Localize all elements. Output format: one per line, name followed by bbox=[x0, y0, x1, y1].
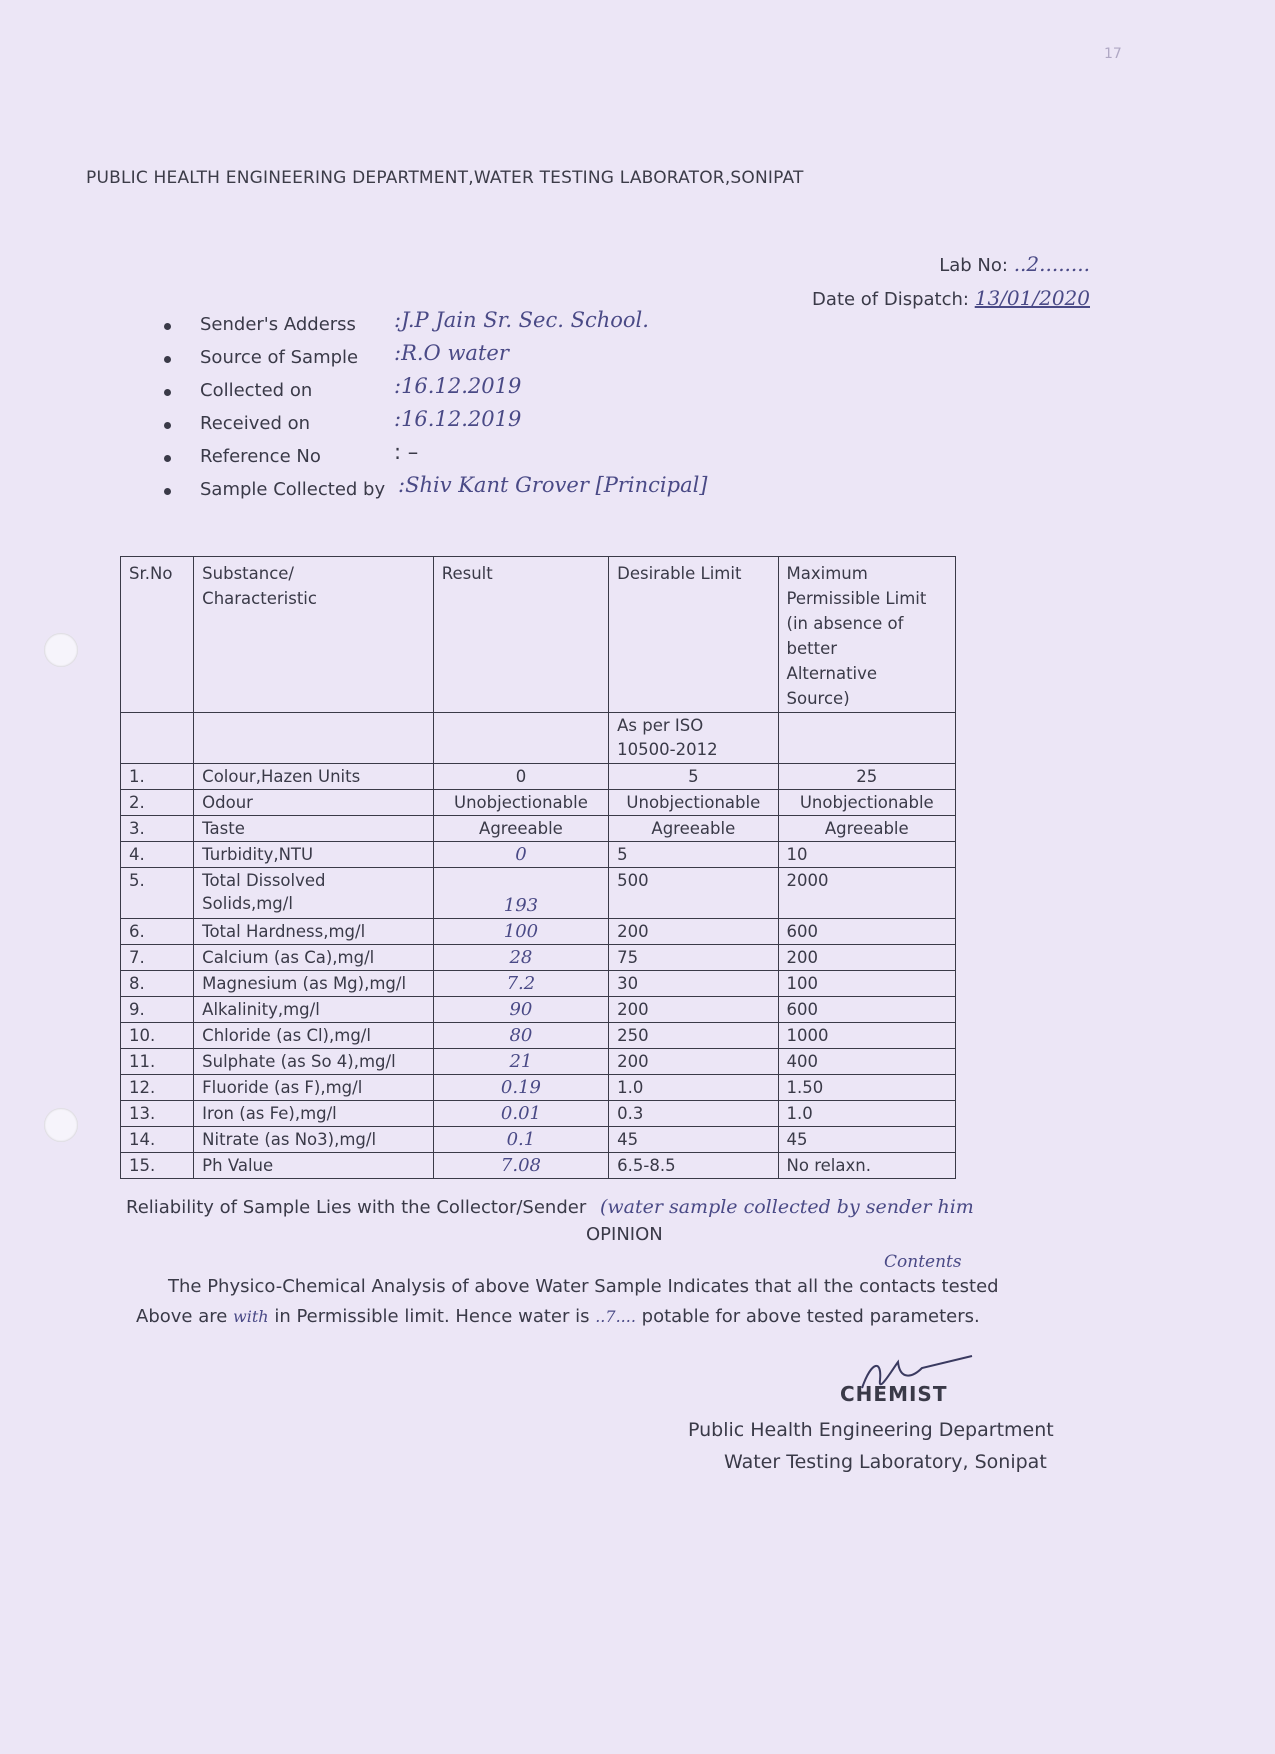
row-sr: 5. bbox=[121, 868, 194, 919]
row-result: 193 bbox=[433, 868, 608, 919]
row-max: 2000 bbox=[778, 868, 955, 919]
row-max: 200 bbox=[778, 945, 955, 971]
row-substance: Chloride (as Cl),mg/l bbox=[194, 1023, 434, 1049]
lab-details bbox=[794, 248, 1090, 316]
row-substance-line1: Total Dissolved bbox=[202, 871, 326, 890]
row-sr: 15. bbox=[121, 1153, 194, 1179]
row-sr: 12. bbox=[121, 1075, 194, 1101]
bullet-icon bbox=[164, 422, 171, 429]
row-max: 600 bbox=[778, 919, 955, 945]
header-substance-line2: Characteristic bbox=[202, 589, 317, 608]
row-desirable: 500 bbox=[609, 868, 778, 919]
stamp-line1: Public Health Engineering Department bbox=[688, 1419, 1054, 1441]
row-substance: Alkalinity,mg/l bbox=[194, 997, 434, 1023]
row-sr: 13. bbox=[121, 1101, 194, 1127]
table-row bbox=[121, 868, 956, 919]
bullet-icon bbox=[164, 323, 171, 330]
header-maximum-line2: Permissible Limit bbox=[786, 589, 927, 608]
statement-line2-handwritten: with bbox=[233, 1307, 269, 1326]
row-desirable: 75 bbox=[609, 945, 778, 971]
table-row bbox=[121, 945, 956, 971]
opinion-statement bbox=[136, 1272, 1056, 1332]
row-desirable: 0.3 bbox=[609, 1101, 778, 1127]
row-max: 1.0 bbox=[778, 1101, 955, 1127]
table-row bbox=[121, 816, 956, 842]
row-desirable: 5 bbox=[609, 764, 778, 790]
row-max: Unobjectionable bbox=[778, 790, 955, 816]
header-maximum-line5: Alternative bbox=[786, 664, 878, 683]
row-sr: 10. bbox=[121, 1023, 194, 1049]
table-row bbox=[121, 971, 956, 997]
reliability-text: Reliability of Sample Lies with the Collector/Sender bbox=[126, 1197, 587, 1218]
row-substance-line2: Solids,mg/l bbox=[202, 894, 293, 913]
row-substance: Sulphate (as So 4),mg/l bbox=[194, 1049, 434, 1075]
reliability-handwritten-note: (water sample collected by sender him bbox=[599, 1196, 974, 1218]
header-substance-line1: Substance/ bbox=[202, 564, 294, 583]
row-desirable: 6.5-8.5 bbox=[609, 1153, 778, 1179]
row-sr: 1. bbox=[121, 764, 194, 790]
row-max: 10 bbox=[778, 842, 955, 868]
row-sr: 4. bbox=[121, 842, 194, 868]
row-sr: 9. bbox=[121, 997, 194, 1023]
iso-standard-row bbox=[121, 713, 956, 764]
table-row bbox=[121, 842, 956, 868]
row-max: No relaxn. bbox=[778, 1153, 955, 1179]
row-substance: Ph Value bbox=[194, 1153, 434, 1179]
collected-by-value: :Shiv Kant Grover [Principal] bbox=[398, 473, 708, 497]
header-maximum-line4: better bbox=[786, 639, 838, 658]
table-header-row bbox=[121, 557, 956, 713]
row-max: Agreeable bbox=[778, 816, 955, 842]
table-row bbox=[121, 1153, 956, 1179]
corner-page-mark: 17 bbox=[1104, 46, 1122, 62]
header-sr-no: Sr.No bbox=[121, 557, 194, 713]
table-row bbox=[121, 764, 956, 790]
row-substance: Iron (as Fe),mg/l bbox=[194, 1101, 434, 1127]
statement-line2-handwritten2: ..7.... bbox=[595, 1307, 636, 1326]
department-title: PUBLIC HEALTH ENGINEERING DEPARTMENT,WATER TESTING LABORATOR,SONIPAT bbox=[86, 168, 804, 188]
table-row bbox=[121, 1075, 956, 1101]
row-desirable: 200 bbox=[609, 919, 778, 945]
row-desirable: 5 bbox=[609, 842, 778, 868]
table-row bbox=[121, 1049, 956, 1075]
row-substance: Turbidity,NTU bbox=[194, 842, 434, 868]
bullet-icon bbox=[164, 389, 171, 396]
table-row bbox=[121, 790, 956, 816]
row-substance bbox=[194, 868, 434, 919]
table-row bbox=[121, 1127, 956, 1153]
row-substance: Taste bbox=[194, 816, 434, 842]
statement-line2-part2: in Permissible limit. Hence water is bbox=[274, 1306, 590, 1327]
bullet-icon bbox=[164, 455, 171, 462]
row-result: 0 bbox=[433, 842, 608, 868]
row-sr: 7. bbox=[121, 945, 194, 971]
contents-handwritten-correction: Contents bbox=[884, 1252, 962, 1272]
header-desirable-limit: Desirable Limit bbox=[609, 557, 778, 713]
punch-hole-top bbox=[44, 633, 78, 667]
row-sr: 6. bbox=[121, 919, 194, 945]
row-max: 45 bbox=[778, 1127, 955, 1153]
row-max: 25 bbox=[778, 764, 955, 790]
header-result: Result bbox=[433, 557, 608, 713]
row-sr: 2. bbox=[121, 790, 194, 816]
iso-standard-cell bbox=[609, 713, 778, 764]
row-substance: Total Hardness,mg/l bbox=[194, 919, 434, 945]
reliability-statement bbox=[126, 1196, 974, 1218]
header-maximum-line1: Maximum bbox=[786, 564, 868, 583]
row-result: 21 bbox=[433, 1049, 608, 1075]
iso-empty-cell bbox=[194, 713, 434, 764]
row-result: 7.08 bbox=[433, 1153, 608, 1179]
dispatch-date-label: Date of Dispatch: bbox=[812, 289, 969, 310]
header-maximum-line3: (in absence of bbox=[786, 614, 904, 633]
row-max: 400 bbox=[778, 1049, 955, 1075]
lab-number-row bbox=[794, 248, 1090, 282]
row-desirable: 200 bbox=[609, 997, 778, 1023]
row-desirable: 30 bbox=[609, 971, 778, 997]
reference-no-label: Reference No bbox=[200, 446, 321, 467]
row-desirable: Agreeable bbox=[609, 816, 778, 842]
sample-source-label: Source of Sample bbox=[200, 347, 359, 368]
collected-on-label: Collected on bbox=[200, 380, 313, 401]
bullet-icon bbox=[164, 488, 171, 495]
lab-number-value: ..2........ bbox=[1013, 252, 1090, 276]
stamp-line2: Water Testing Laboratory, Sonipat bbox=[724, 1451, 1047, 1473]
statement-line2-part3: potable for above tested parameters. bbox=[641, 1306, 980, 1327]
dispatch-date-row bbox=[794, 282, 1090, 316]
row-max: 100 bbox=[778, 971, 955, 997]
row-result: 0 bbox=[433, 764, 608, 790]
row-result: Unobjectionable bbox=[433, 790, 608, 816]
row-desirable: 1.0 bbox=[609, 1075, 778, 1101]
reference-no-value: : – bbox=[394, 440, 419, 464]
statement-line1: The Physico-Chemical Analysis of above Water Sample Indicates that all the contacts tested bbox=[168, 1276, 999, 1297]
received-on-value: :16.12.2019 bbox=[394, 407, 522, 431]
iso-standard-line1: As per ISO bbox=[617, 716, 704, 735]
row-substance: Magnesium (as Mg),mg/l bbox=[194, 971, 434, 997]
iso-empty-cell bbox=[121, 713, 194, 764]
punch-hole-bottom bbox=[44, 1108, 78, 1142]
row-result: Agreeable bbox=[433, 816, 608, 842]
statement-line2 bbox=[136, 1302, 1056, 1332]
row-max: 1000 bbox=[778, 1023, 955, 1049]
row-substance: Fluoride (as F),mg/l bbox=[194, 1075, 434, 1101]
row-result: 0.1 bbox=[433, 1127, 608, 1153]
chemist-title: CHEMIST bbox=[840, 1382, 948, 1406]
header-maximum-limit bbox=[778, 557, 955, 713]
table-row bbox=[121, 1101, 956, 1127]
row-sr: 8. bbox=[121, 971, 194, 997]
header-maximum-line6: Source) bbox=[786, 689, 850, 708]
row-substance: Odour bbox=[194, 790, 434, 816]
iso-standard-line2: 10500-2012 bbox=[617, 740, 718, 759]
row-result: 90 bbox=[433, 997, 608, 1023]
bullet-icon bbox=[164, 356, 171, 363]
sample-source-value: :R.O water bbox=[394, 341, 509, 365]
row-substance: Colour,Hazen Units bbox=[194, 764, 434, 790]
opinion-heading: OPINION bbox=[586, 1224, 663, 1245]
row-desirable: Unobjectionable bbox=[609, 790, 778, 816]
collected-on-value: :16.12.2019 bbox=[394, 374, 522, 398]
row-max: 1.50 bbox=[778, 1075, 955, 1101]
table-row bbox=[121, 997, 956, 1023]
row-result: 80 bbox=[433, 1023, 608, 1049]
row-sr: 3. bbox=[121, 816, 194, 842]
iso-empty-cell bbox=[433, 713, 608, 764]
row-result: 0.19 bbox=[433, 1075, 608, 1101]
lab-number-label: Lab No: bbox=[939, 255, 1008, 276]
collected-by-label: Sample Collected by bbox=[200, 479, 386, 500]
statement-line2-part1: Above are bbox=[136, 1306, 228, 1327]
sender-address-value: :J.P Jain Sr. Sec. School. bbox=[394, 308, 649, 332]
received-on-label: Received on bbox=[200, 413, 311, 434]
department-stamp bbox=[688, 1414, 1054, 1478]
row-max: 600 bbox=[778, 997, 955, 1023]
row-desirable: 250 bbox=[609, 1023, 778, 1049]
row-sr: 11. bbox=[121, 1049, 194, 1075]
results-table bbox=[120, 556, 956, 1179]
row-result: 0.01 bbox=[433, 1101, 608, 1127]
table-row bbox=[121, 1023, 956, 1049]
header-substance bbox=[194, 557, 434, 713]
row-desirable: 45 bbox=[609, 1127, 778, 1153]
row-substance: Nitrate (as No3),mg/l bbox=[194, 1127, 434, 1153]
sender-address-label: Sender's Adderss bbox=[200, 314, 356, 335]
iso-empty-cell bbox=[778, 713, 955, 764]
row-result: 28 bbox=[433, 945, 608, 971]
row-sr: 14. bbox=[121, 1127, 194, 1153]
table-row bbox=[121, 919, 956, 945]
row-desirable: 200 bbox=[609, 1049, 778, 1075]
row-substance: Calcium (as Ca),mg/l bbox=[194, 945, 434, 971]
row-result: 7.2 bbox=[433, 971, 608, 997]
row-result: 100 bbox=[433, 919, 608, 945]
dispatch-date-value: 13/01/2020 bbox=[974, 286, 1090, 310]
